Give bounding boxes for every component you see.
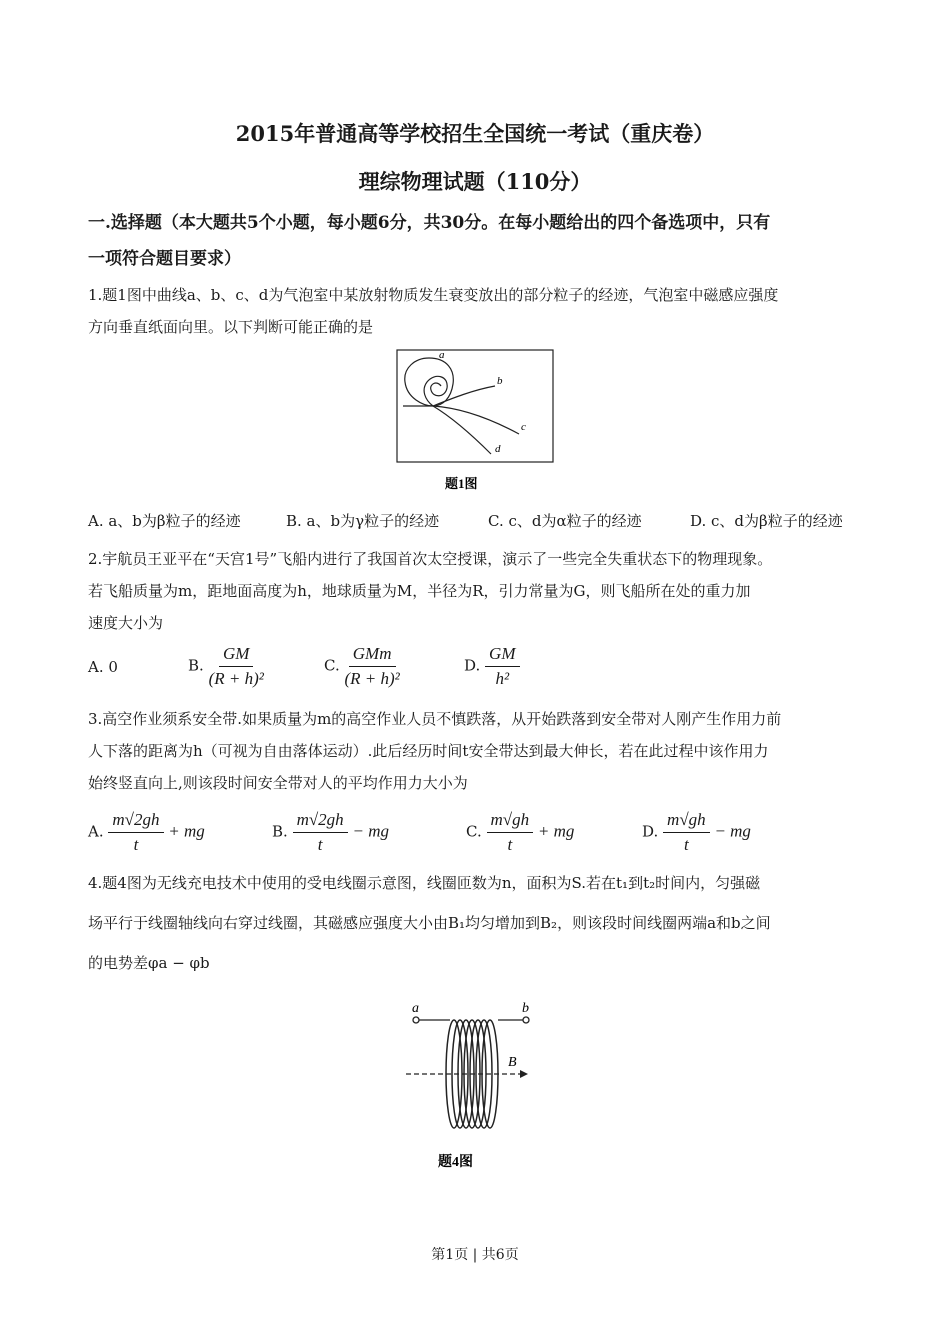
q2-option-c-denominator: (R + h)² (344, 669, 400, 688)
q1-figure (393, 346, 559, 502)
label-b: b (497, 375, 503, 387)
q3-option-b-tail: − mg (352, 821, 389, 841)
q2-option-b-denominator: (R + h)² (208, 669, 264, 688)
label-a: a (439, 349, 445, 361)
q4-label-B: B (508, 1055, 517, 1070)
q3-option-b-fraction (293, 810, 348, 855)
page-footer: 第1页 | 共6页 (431, 1247, 519, 1263)
q3-option-c-fraction (487, 810, 534, 855)
q1-option-a: A. a、b为β粒子的经迹 (88, 512, 241, 530)
q1-option-c: C. c、d为α粒子的经迹 (488, 512, 642, 530)
q2-option-c (324, 644, 400, 689)
q3-option-c (466, 810, 574, 855)
q2-option-d (464, 644, 520, 689)
q3-option-b-label: B. (272, 822, 288, 841)
q3-option-d-tail: − mg (714, 821, 751, 841)
q1-option-d: D. c、d为β粒子的经迹 (690, 512, 843, 530)
exam-subtitle: 理综物理试题（110分） (358, 169, 592, 194)
label-d: d (495, 443, 501, 455)
q2-option-a: A. 0 (88, 658, 118, 676)
q4-text-line3: 的电势差φa − φb (88, 954, 210, 972)
q2-option-d-numerator: GM (485, 644, 519, 667)
q2-option-d-denominator: h² (495, 669, 510, 688)
label-c: c (521, 421, 526, 433)
q3-option-d-label: D. (642, 822, 659, 841)
q4-text-line2: 场平行于线圈轴线向右穿过线圈，其磁感应强度大小由B₁均匀增加到B₂，则该段时间线圈两端a和b之间 (88, 914, 771, 932)
q3-text-line2: 人下落的距离为h（可视为自由落体运动）.此后经历时间t安全带达到最大伸长，若在此过程中该作用力 (88, 742, 769, 760)
q4-text-line1: 4.题4图为无线充电技术中使用的受电线圈示意图，线圈匝数为n，面积为S.若在t₁到t₂时间内，匀强磁 (88, 874, 761, 892)
q2-option-c-label: C. (324, 656, 340, 675)
terminal-b (523, 1017, 529, 1023)
q3-option-a (88, 810, 205, 855)
q4-label-a: a (412, 1001, 419, 1016)
q2-option-b-fraction (209, 644, 264, 689)
track-d (433, 406, 491, 454)
q3-option-a-numerator: m√2gh (108, 810, 163, 833)
exam-title: 2015年普通高等学校招生全国统一考试（重庆卷） (235, 121, 715, 146)
q2-option-b-label: B. (188, 656, 204, 675)
q4-figure (402, 994, 542, 1174)
section-heading-line1: 一.选择题（本大题共5个小题，每小题6分，共30分。在每小题给出的四个备选项中，只有 (88, 213, 771, 233)
q2-option-d-label: D. (464, 656, 481, 675)
q4-figure-caption: 题4图 (438, 1155, 473, 1170)
q3-option-a-fraction (108, 810, 163, 855)
q3-option-d-denominator: t (683, 835, 689, 854)
q3-option-d-fraction (663, 810, 710, 855)
q3-option-c-denominator: t (507, 835, 513, 854)
q1-option-b: B. a、b为γ粒子的经迹 (286, 512, 440, 530)
q2-option-b-numerator: GM (219, 644, 253, 667)
q3-option-c-numerator: m√gh (487, 810, 534, 833)
q2-text-line2: 若飞船质量为m，距地面高度为h，地球质量为M，半径为R，引力常量为G，则飞船所在处的重力加 (88, 582, 751, 600)
q2-option-c-numerator: GMm (349, 644, 396, 667)
q2-option-d-fraction (485, 644, 519, 689)
q2-text-line1: 2.宇航员王亚平在“天宫1号”飞船内进行了我国首次太空授课，演示了一些完全失重状态下的物理现象。 (88, 550, 773, 568)
q1-figure-caption: 题1图 (445, 476, 478, 491)
q1-text-line1: 1.题1图中曲线a、b、c、d为气泡室中某放射物质发生衰变放出的部分粒子的经迹，气泡室中磁感应强度 (88, 286, 779, 304)
q4-label-b: b (522, 1001, 529, 1016)
q2-text-line3: 速度大小为 (88, 614, 164, 632)
track-a-outer (405, 358, 454, 406)
q3-text-line1: 3.高空作业须系安全带.如果质量为m的高空作业人员不慎跌落，从开始跌落到安全带对人刚产生作用力前 (88, 710, 782, 728)
terminal-a (413, 1017, 419, 1023)
q3-option-a-tail: + mg (168, 821, 205, 841)
q3-text-line3: 始终竖直向上,则该段时间安全带对人的平均作用力大小为 (88, 774, 468, 792)
q3-option-d-numerator: m√gh (663, 810, 710, 833)
q3-option-a-label: A. (88, 822, 104, 841)
q3-option-b (272, 810, 389, 855)
field-arrow-head (520, 1070, 528, 1078)
section-heading-line2: 一项符合题目要求） (88, 249, 241, 269)
q3-option-a-denominator: t (133, 835, 139, 854)
q2-option-b (188, 644, 264, 689)
track-c (433, 406, 519, 434)
q3-option-d (642, 810, 751, 855)
q3-option-c-tail: + mg (537, 821, 575, 841)
q3-option-b-numerator: m√2gh (293, 810, 348, 833)
q2-option-c-fraction (345, 644, 400, 689)
q1-text-line2: 方向垂直纸面向里。以下判断可能正确的是 (88, 318, 374, 336)
q3-option-b-denominator: t (317, 835, 323, 854)
q3-option-c-label: C. (466, 822, 482, 841)
